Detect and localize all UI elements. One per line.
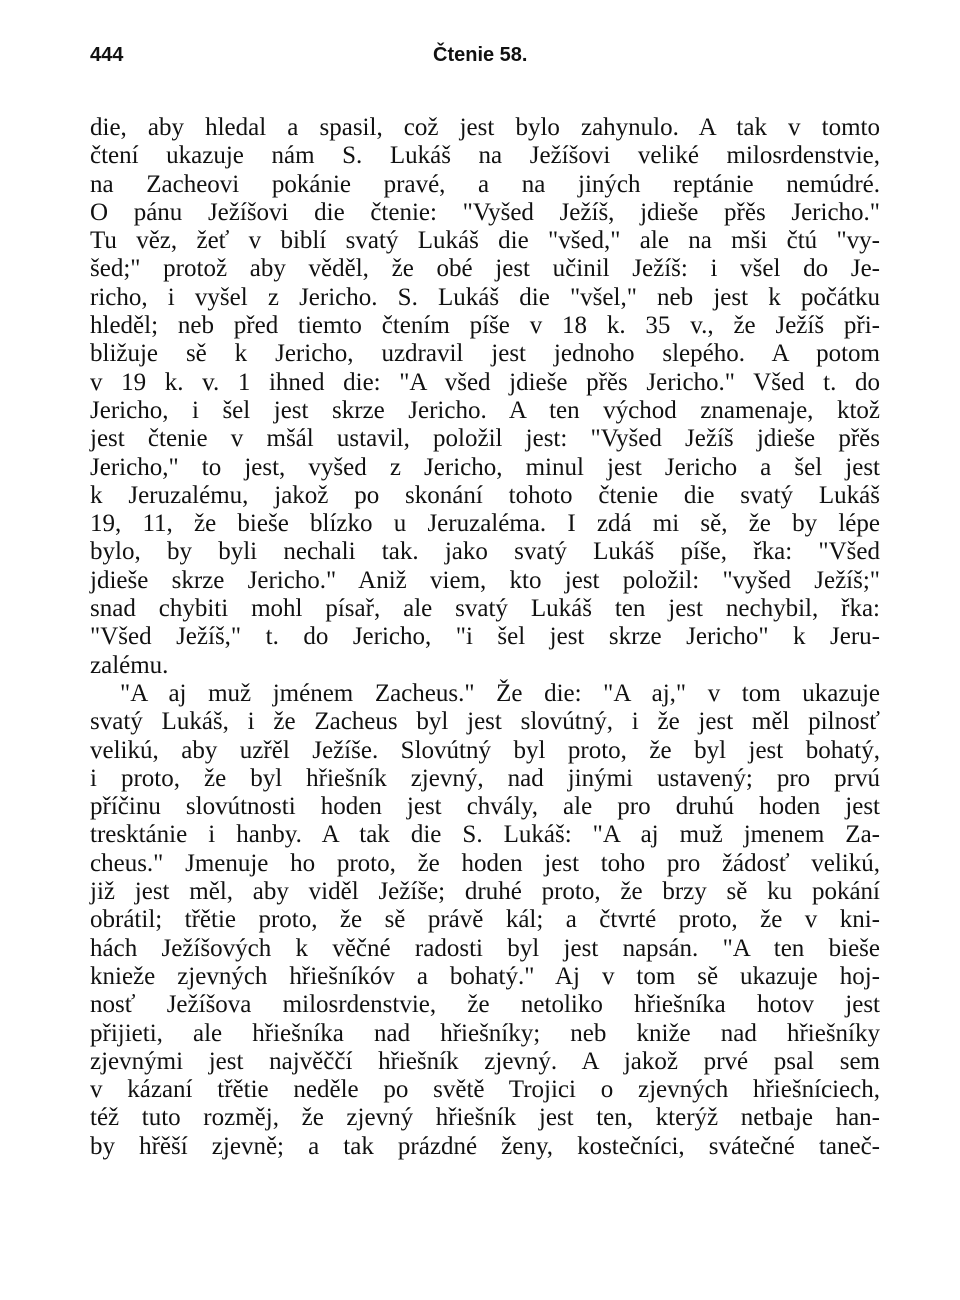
text-line: čtení ukazuje nám S. Lukáš na Ježíšovi veliké milosrdenstvie,: [90, 142, 880, 170]
text-line: i proto, že byl hřiešník zjevný, nad jinými ustavený; pro prvú: [90, 764, 880, 792]
text-line: v 19 k. v. 1 ihned die: "A všed jdieše přěs Jericho." Všed t. do: [90, 368, 880, 396]
text-line-paragraph-end: zalému.: [90, 651, 169, 679]
text-line: 19, 11, že bieše blízko u Jeruzaléma. I zdá mi sě, že by lépe: [90, 510, 880, 538]
text-line: by hřěší zjevně; a tak prázdné ženy, kostečníci, svátečné taneč-: [90, 1132, 880, 1160]
text-line: tresktánie i hanby. A tak die S. Lukáš: "A aj muž jmenem Za-: [90, 821, 880, 849]
text-line: snad chybiti mohl písař, ale svatý Lukáš ten jest nechybil, řka:: [90, 595, 880, 623]
text-line: bližuje sě k Jericho, uzdravil jest jednoho slepého. A potom: [90, 340, 880, 368]
text-line: přijieti, ale hřiešníka nad hřiešníky; neb kniže nad hřiešníky: [90, 1019, 880, 1047]
body-text: [90, 114, 880, 1161]
text-line: richo, i vyšel z Jericho. S. Lukáš die "všel," neb jest k počátku: [90, 283, 880, 311]
text-line: jdieše skrze Jericho." Aniž viem, kto jest položil: "vyšed Ježíš;": [90, 566, 880, 594]
text-line: hách Ježíšových k věčné radosti byl jest napsán. "A ten bieše: [90, 934, 880, 962]
text-line: Jericho," to jest, vyšed z Jericho, minul jest Jericho a šel jest: [90, 453, 880, 481]
page-header: [90, 44, 880, 76]
text-line: příčinu slovútnosti hoden jest chvály, ale pro druhú hoden jest: [90, 793, 880, 821]
text-line: šed;" protož aby věděl, že obé jest učinil Ježíš: i všel do Je-: [90, 255, 880, 283]
text-line: jest čtenie v mšál ustavil, položil jest: "Vyšed Ježíš jdieše přěs: [90, 425, 880, 453]
text-line: na Zacheovi pokánie pravé, a na jiných reptánie nemúdré.: [90, 170, 880, 198]
text-line: též tuto rozměj, že zjevný hřiešník jest ten, kterýž netbaje han-: [90, 1104, 880, 1132]
text-line: k Jeruzalému, jakož po skonání tohoto čtenie die svatý Lukáš: [90, 481, 880, 509]
text-line: knieže zjevných hřiešníkóv a bohatý." Aj v tom sě ukazuje hoj-: [90, 962, 880, 990]
text-line: hleděl; neb před tiemto čtením píše v 18 k. 35 v., že Ježíš při-: [90, 312, 880, 340]
text-line: Tu věz, žeť v biblí svatý Lukáš die "všed," ale na mši čtú "vy-: [90, 227, 880, 255]
text-line: die, aby hledal a spasil, což jest bylo zahynulo. A tak v tomto: [90, 114, 880, 141]
text-line: nosť Ježíšova milosrdenstvie, že netoliko hřiešníka hotov jest: [90, 991, 880, 1019]
text-line: O pánu Ježíšovi die čtenie: "Vyšed Ježíš, jdieše přěs Jericho.": [90, 198, 880, 226]
text-line: zjevnými jest najvěččí hřiešník zjevný. A jakož prvé psal sem: [90, 1047, 880, 1075]
page-number: 444: [90, 44, 124, 66]
running-head: Čtenie 58.: [433, 44, 528, 66]
text-line: obrátil; třětie proto, že sě právě kál; a čtvrté proto, že v kni-: [90, 906, 880, 934]
text-line: velikú, aby uzřěl Ježíše. Slovútný byl proto, že byl jest bohatý,: [90, 736, 880, 764]
text-line: již jest měl, aby viděl Ježíše; druhé proto, že brzy sě ku pokání: [90, 878, 880, 906]
text-line: svatý Lukáš, i že Zacheus byl jest slovútný, i že jest měl pilnosť: [90, 708, 880, 736]
text-line: bylo, by byli nechali tak. jako svatý Lukáš píše, řka: "Všed: [90, 538, 880, 566]
text-line-paragraph-start: "A aj muž jménem Zacheus." Že die: "A aj," v tom ukazuje: [120, 679, 880, 707]
text-line: "Všed Ježíš," t. do Jericho, "i šel jest skrze Jericho" k Jeru-: [90, 623, 880, 651]
text-line: cheus." Jmenuje ho proto, že hoden jest toho pro žádosť velikú,: [90, 849, 880, 877]
text-line: v kázaní třětie neděle po světě Trojici o zjevných hřiešníciech,: [90, 1076, 880, 1104]
text-line: Jericho, i šel jest skrze Jericho. A ten východ znamenaje, ktož: [90, 396, 880, 424]
